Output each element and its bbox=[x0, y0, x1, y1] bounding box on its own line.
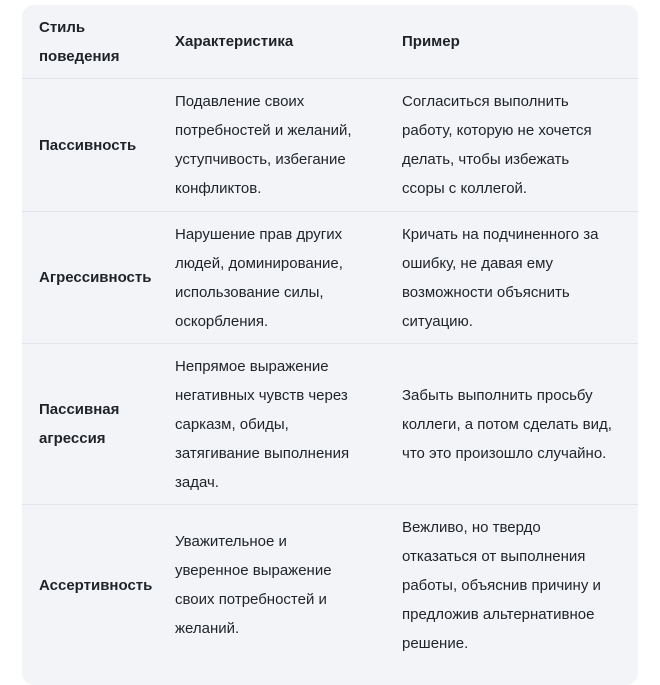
table-row bbox=[22, 505, 638, 666]
header-style bbox=[22, 5, 175, 79]
characteristic-text: Непрямое выражение негативных чувств через сарказм, обиды, затягивание выполнения задач. bbox=[175, 357, 350, 491]
row-characteristic-cell bbox=[175, 344, 402, 505]
row-style-cell: Пассивность bbox=[22, 79, 175, 212]
row-example-cell bbox=[402, 212, 638, 344]
example-text: Согласиться выполнить работу, которую не хочется делать, чтобы избежать ссоры с коллегой. bbox=[402, 93, 592, 197]
characteristic-text: Подавление своих потребностей и желаний, уступчивость, избегание конфликтов. bbox=[175, 93, 352, 197]
row-style-label: Пассивная агрессия bbox=[39, 401, 120, 447]
row-characteristic-cell bbox=[175, 212, 402, 344]
row-style-cell: Агрессивность bbox=[22, 212, 175, 344]
table-row bbox=[22, 79, 638, 212]
behavior-styles-table-container bbox=[22, 5, 638, 685]
row-example-cell bbox=[402, 344, 638, 505]
example-text: Забыть выполнить просьбу коллеги, а потом сделать вид, что это произошло случайно. bbox=[402, 386, 612, 462]
header-example: Пример bbox=[402, 33, 460, 50]
behavior-styles-table bbox=[22, 5, 638, 665]
characteristic-text: Уважительное и уверенное выражение своих потребностей и желаний. bbox=[175, 533, 332, 637]
example-text: Кричать на подчиненного за ошибку, не давая ему возможности объяснить ситуацию. bbox=[402, 225, 599, 330]
row-style-cell bbox=[22, 344, 175, 505]
header-style-label: Стиль поведения bbox=[39, 18, 120, 65]
row-style-cell: Ассертивность bbox=[22, 505, 175, 666]
table-row bbox=[22, 344, 638, 505]
row-characteristic-cell bbox=[175, 79, 402, 212]
table-row bbox=[22, 212, 638, 344]
characteristic-text: Нарушение прав других людей, доминирование, использование силы, оскорбления. bbox=[175, 225, 343, 330]
row-example-cell bbox=[402, 79, 638, 212]
example-text: Вежливо, но твердо отказаться от выполнения работы, объяснив причину и предложив альтернативное решение. bbox=[402, 518, 601, 652]
table-header-row bbox=[22, 5, 638, 79]
row-example-cell bbox=[402, 505, 638, 666]
row-characteristic-cell bbox=[175, 505, 402, 666]
header-characteristic: Характеристика bbox=[175, 33, 294, 50]
